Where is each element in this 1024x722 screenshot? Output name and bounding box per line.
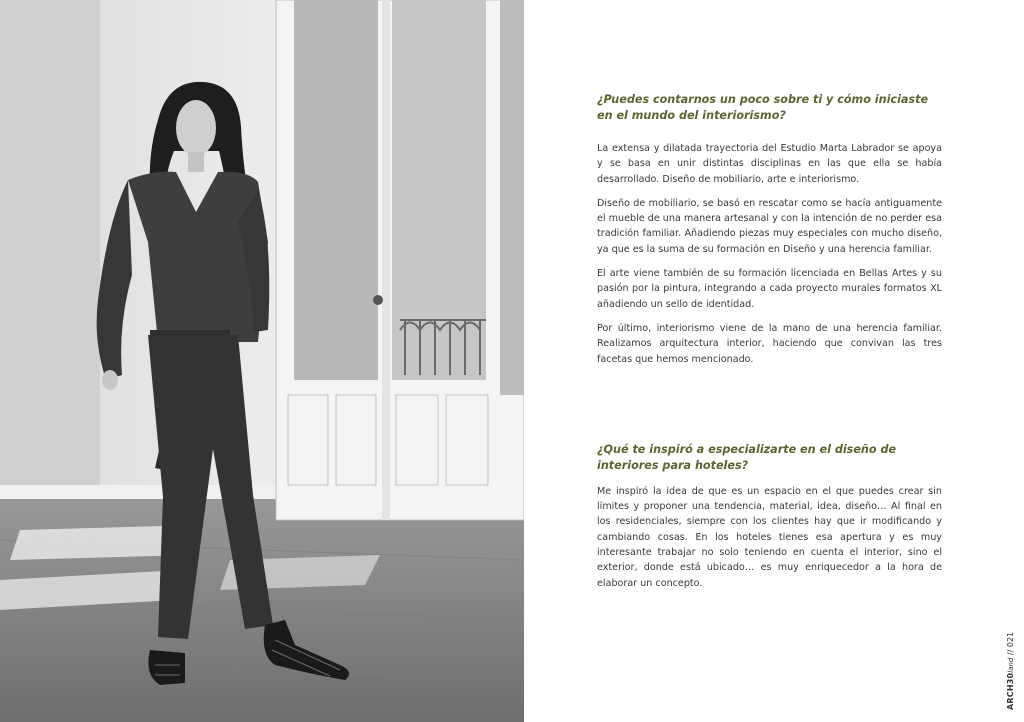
page-number: 021 xyxy=(1006,631,1015,648)
paragraph-5: Me inspiró la idea de que es un espacio en el que puedes crear sin límites y proponer una tendencia, material, idea, diseño… Al final en los residenciales, siempre con los clientes hay que ir modificando y cambiando cosas. En los hoteles tienes esa apertura y es muy interesante trabajar no solo teniendo en cuenta el interior, sino el exterior, donde está ubicado… es muy enriquecedor a la hora de elaborar un concepto. xyxy=(597,485,942,589)
paragraph-4: Por último, interiorismo viene de la mano de una herencia familiar. Realizamos arquitectura interior, haciendo que convivan las tres facetas que hemos mencionado. xyxy=(597,322,942,365)
folio-separator: // xyxy=(1006,647,1015,658)
question-2: ¿Qué te inspiró a especializarte en el diseño de interiores para hoteles? xyxy=(597,442,897,472)
folio-brand: ARCH30 xyxy=(1006,672,1015,710)
paragraph-1: La extensa y dilatada trayectoria del Estudio Marta Labrador se apoya y se basa en unir distintas disciplinas en las que ella se había desarrollado. Diseño de mobiliario, arte e interiorismo. xyxy=(597,143,942,185)
question-1: ¿Puedes contarnos un poco sobre ti y cómo iniciaste en el mundo del interiorismo? xyxy=(597,93,929,122)
paragraph-2: Diseño de mobiliario, se basó en rescatar como se hacía antiguamente el mueble de una manera artesanal y con la intención de no perder esa tradición familiar. Añadiendo piezas muy especiales con mucho diseño, ya que es la suma de su formación en Diseño y una herencia familiar. xyxy=(597,197,942,255)
folio-brand-suffix: land xyxy=(1007,657,1015,673)
paragraph-3: El arte viene también de su formación licenciada en Bellas Artes y su pasión por la pintura, integrando a cada proyecto murales formatos XL añadiendo un sello de identidad. xyxy=(597,268,942,310)
page-folio xyxy=(1006,630,1020,710)
article-text xyxy=(597,92,942,591)
